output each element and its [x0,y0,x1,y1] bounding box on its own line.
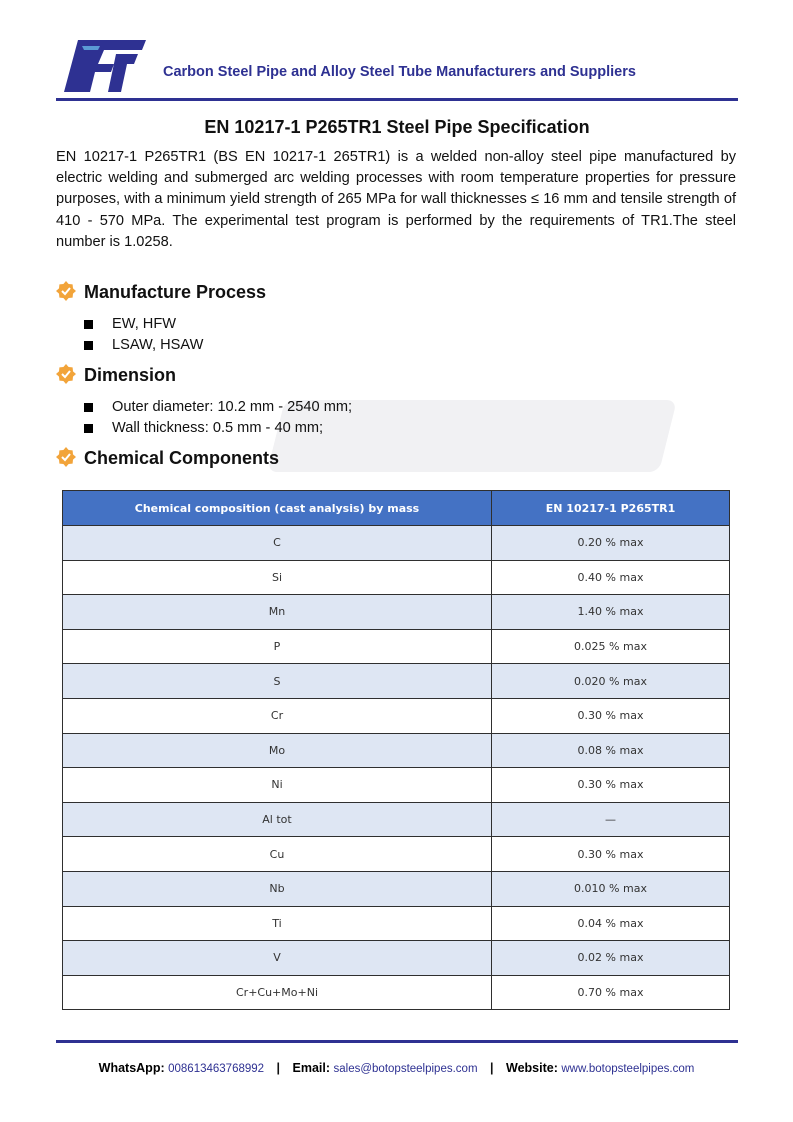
value-cell: 0.30 % max [492,837,730,872]
element-cell: S [63,664,492,699]
element-cell: Si [63,560,492,595]
table-row [63,526,730,561]
element-cell: Al tot [63,802,492,837]
dimension-list [84,397,352,439]
header-title: Carbon Steel Pipe and Alloy Steel Tube Manufacturers and Suppliers [163,64,636,80]
check-badge-icon [56,447,76,467]
check-badge-icon [56,364,76,384]
email-label: Email: [292,1061,331,1075]
table-row [63,871,730,906]
element-cell: P [63,629,492,664]
table-row [63,664,730,699]
value-cell: 0.020 % max [492,664,730,699]
element-cell: Nb [63,871,492,906]
bullet-square-icon [84,320,93,329]
table-row [63,733,730,768]
column-header: EN 10217-1 P265TR1 [492,491,730,526]
element-cell: C [63,526,492,561]
page-title: EN 10217-1 P265TR1 Steel Pipe Specification [204,117,590,137]
element-cell: V [63,941,492,976]
element-cell: Ni [63,768,492,803]
element-cell: Cu [63,837,492,872]
value-cell: 0.30 % max [492,698,730,733]
list-item: Wall thickness: 0.5 mm - 40 mm; [84,418,352,439]
section-title: Chemical Components [84,448,280,468]
table-row [63,906,730,941]
check-badge-icon [56,281,76,301]
value-cell: 0.70 % max [492,975,730,1010]
chemical-composition-table [62,490,730,1010]
element-cell: Cr+Cu+Mo+Ni [63,975,492,1010]
element-cell: Mn [63,595,492,630]
whatsapp-label: WhatsApp: [98,1061,165,1075]
manufacture-process-list [84,314,203,356]
value-cell: 0.30 % max [492,768,730,803]
page-footer [0,1061,793,1075]
footer-separator: | [490,1061,494,1075]
footer-separator: | [276,1061,281,1075]
value-cell: 0.025 % max [492,629,730,664]
value-cell: 0.20 % max [492,526,730,561]
page-header [56,38,738,100]
element-cell: Mo [63,733,492,768]
value-cell: — [492,802,730,837]
list-item: LSAW, HSAW [84,335,203,356]
footer-divider [56,1040,738,1043]
header-divider [56,98,738,101]
table-row [63,768,730,803]
table-row [63,975,730,1010]
intro-paragraph: EN 10217-1 P265TR1 (BS EN 10217-1 265TR1) is a welded non-alloy steel pipe manufactured by electric welding and submerged arc welding processes with room temperature properties for pressure purposes, with a minimum yield strength of 265 MPa for wall thicknesses ≤ 16 mm and tensile strength of 410 - 570 MPa. The experimental test program is performed by the requirements of TR1.The steel number is 1.0258. [56,149,736,250]
table-header-row [63,491,730,526]
table-row [63,837,730,872]
section-title: Manufacture Process [84,282,267,302]
table-row [63,629,730,664]
value-cell: 0.02 % max [492,941,730,976]
table-row [63,595,730,630]
website-label: Website: [506,1061,558,1075]
table-row [63,698,730,733]
list-item: Outer diameter: 10.2 mm - 2540 mm; [84,397,352,418]
bullet-square-icon [84,341,93,350]
column-header: Chemical composition (cast analysis) by mass [63,491,492,526]
bullet-square-icon [84,403,93,412]
element-cell: Cr [63,698,492,733]
whatsapp-number: 008613463768992 [168,1063,265,1075]
table-body [63,526,730,1010]
value-cell: 0.04 % max [492,906,730,941]
email-link[interactable]: sales@botopsteelpipes.com [333,1063,478,1075]
bullet-square-icon [84,424,93,433]
value-cell: 0.010 % max [492,871,730,906]
table-row [63,560,730,595]
section-title: Dimension [84,365,177,385]
website-link[interactable]: www.botopsteelpipes.com [561,1063,695,1075]
value-cell: 0.40 % max [492,560,730,595]
table-row [63,802,730,837]
company-logo-icon [64,40,146,92]
value-cell: 1.40 % max [492,595,730,630]
table-row [63,941,730,976]
list-item: EW, HFW [84,314,203,335]
value-cell: 0.08 % max [492,733,730,768]
element-cell: Ti [63,906,492,941]
